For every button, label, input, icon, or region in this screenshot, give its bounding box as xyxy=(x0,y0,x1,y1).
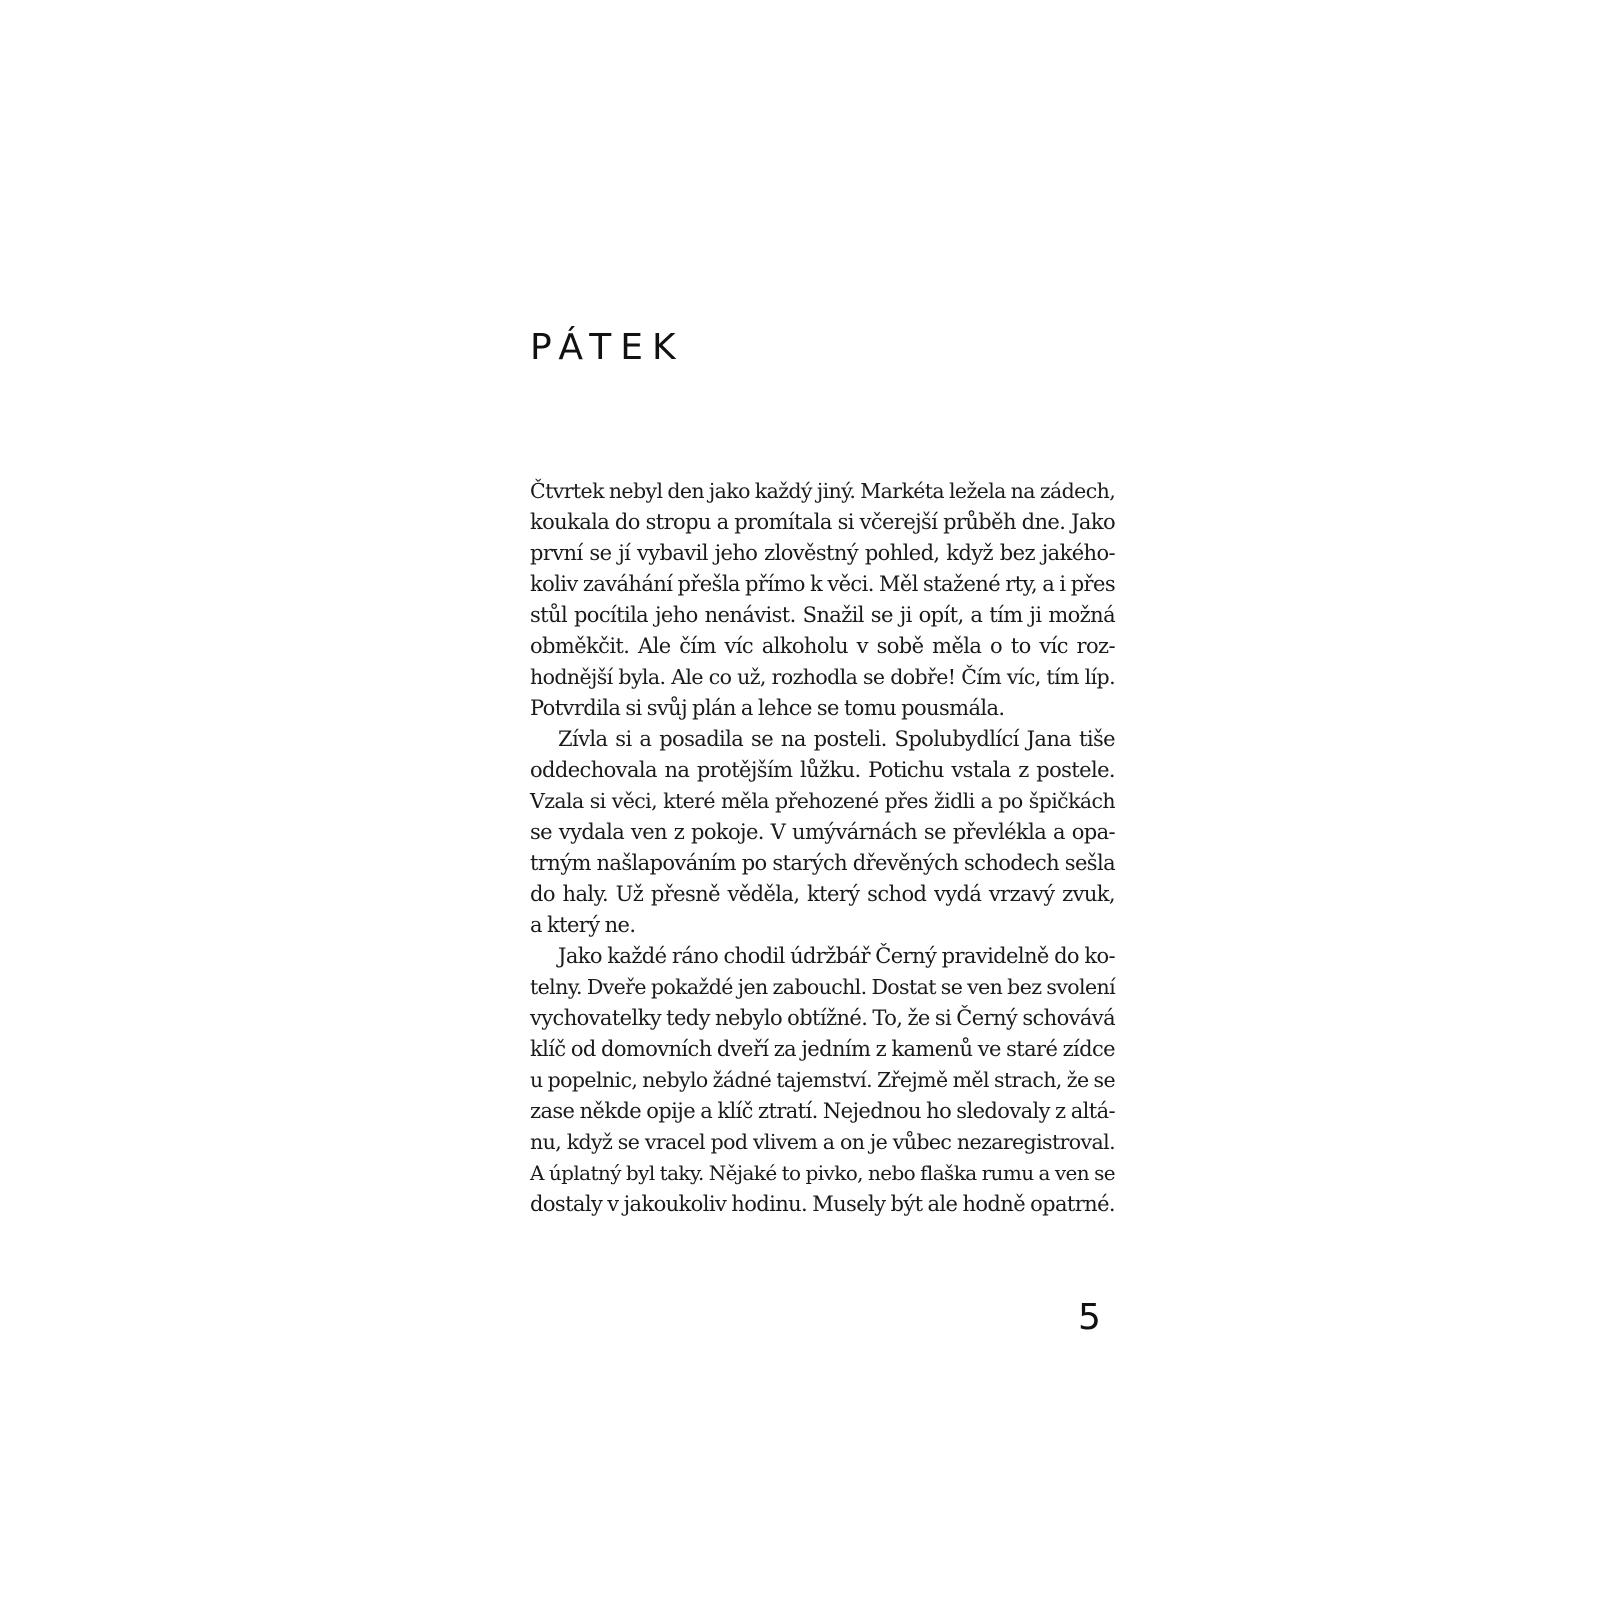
text-line: klíč od domovních dveří za jedním z kamenů ve staré zídce xyxy=(530,1037,1115,1061)
paragraph xyxy=(530,724,1115,941)
text-line: Jako každé ráno chodil údržbář Černý pravidelně do ko- xyxy=(558,944,1115,968)
text-line: zase někde opije a klíč ztratí. Nejednou ho sledovaly z altá- xyxy=(530,1099,1115,1123)
text-line: u popelnic, nebylo žádné tajemství. Zřejmě měl strach, že se xyxy=(530,1068,1115,1092)
paragraph xyxy=(530,941,1115,1220)
text-line: hodnější byla. Ale co už, rozhodla se dobře! Čím víc, tím líp. xyxy=(530,665,1115,689)
text-line: vychovatelky tedy nebylo obtížné. To, že si Černý schovává xyxy=(530,1006,1115,1030)
text-line: obměkčit. Ale čím víc alkoholu v sobě měla o to víc roz- xyxy=(530,634,1115,658)
text-line: Zívla si a posadila se na posteli. Spolubydlící Jana tiše xyxy=(558,727,1115,751)
text-line: Potvrdila si svůj plán a lehce se tomu pousmála. xyxy=(530,696,1005,720)
page-number: 5 xyxy=(1078,1297,1101,1338)
text-line: a který ne. xyxy=(530,913,636,937)
text-line: telny. Dveře pokaždé jen zabouchl. Dostat se ven bez svolení xyxy=(530,975,1116,999)
text-line: do haly. Už přesně věděla, který schod vydá vrzavý zvuk, xyxy=(530,882,1115,906)
text-line: Čtvrtek nebyl den jako každý jiný. Markéta ležela na zádech, xyxy=(530,479,1116,503)
text-line: Vzala si věci, které měla přehozené přes židli a po špičkách xyxy=(530,789,1115,813)
body-text xyxy=(530,476,1115,1220)
text-line: se vydala ven z pokoje. V umývárnách se převlékla a opa- xyxy=(530,820,1115,844)
text-line: oddechovala na protějším lůžku. Potichu vstala z postele. xyxy=(530,758,1115,782)
text-line: první se jí vybavil jeho zlověstný pohled, když bez jakého- xyxy=(530,541,1115,565)
text-line: koukala do stropu a promítala si včerejší průběh dne. Jako xyxy=(530,510,1115,534)
text-line: trným našlapováním po starých dřevěných schodech sešla xyxy=(530,851,1115,875)
chapter-title: PÁTEK xyxy=(530,327,685,368)
text-line: A úplatný byl taky. Nějaké to pivko, nebo flaška rumu a ven se xyxy=(530,1161,1115,1185)
text-line: stůl pocítila jeho nenávist. Snažil se ji opít, a tím ji možná xyxy=(530,603,1115,627)
text-line: koliv zaváhání přešla přímo k věci. Měl stažené rty, a i přes xyxy=(530,572,1115,596)
paragraph xyxy=(530,476,1115,724)
text-line: dostaly v jakoukoliv hodinu. Musely být ale hodně opatrné. xyxy=(530,1192,1116,1216)
text-line: nu, když se vracel pod vlivem a on je vůbec nezaregistroval. xyxy=(530,1130,1115,1154)
